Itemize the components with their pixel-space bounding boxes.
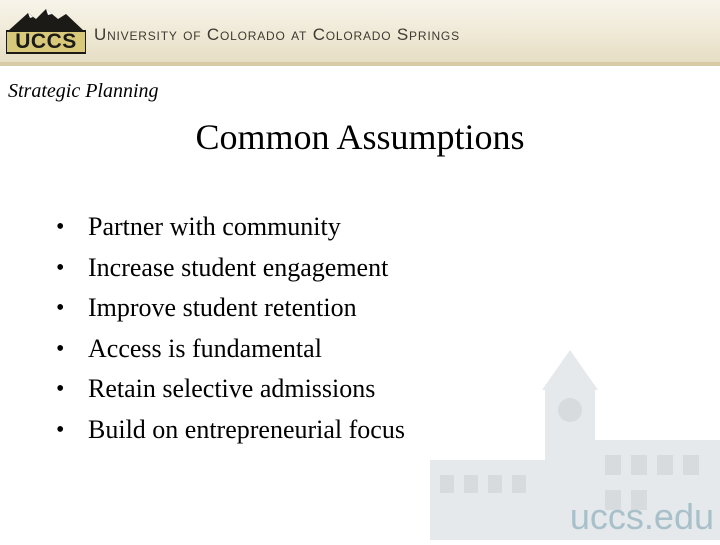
logo-text: UCCS [15,30,77,53]
footer-url: uccs.edu [569,496,714,537]
section-label: Strategic Planning [8,80,159,102]
uccs-logo [6,7,86,55]
institution-name: University of Colorado at Colorado Springs [94,25,460,44]
bullet-text: Improve student retention [88,293,357,322]
bullet-text: Access is fundamental [88,333,322,363]
bullet-text: Increase student engagement [88,252,389,282]
header-divider [0,62,720,66]
bullet-dot: • [56,254,65,281]
bullet-dot: • [56,335,65,362]
slide-title-text: Common Assumptions [195,117,525,157]
bullet-text: Build on entrepreneurial focus [88,414,405,444]
slide-title [0,116,720,158]
bullet-dot: • [56,376,65,402]
bullet-dot: • [56,295,65,321]
bullet-dot: • [56,214,65,240]
bullet-text: Retain selective admissions [88,374,376,403]
bullet-text: Partner with community [88,212,341,241]
header-bar [0,0,720,62]
bullet-dot: • [56,416,65,443]
